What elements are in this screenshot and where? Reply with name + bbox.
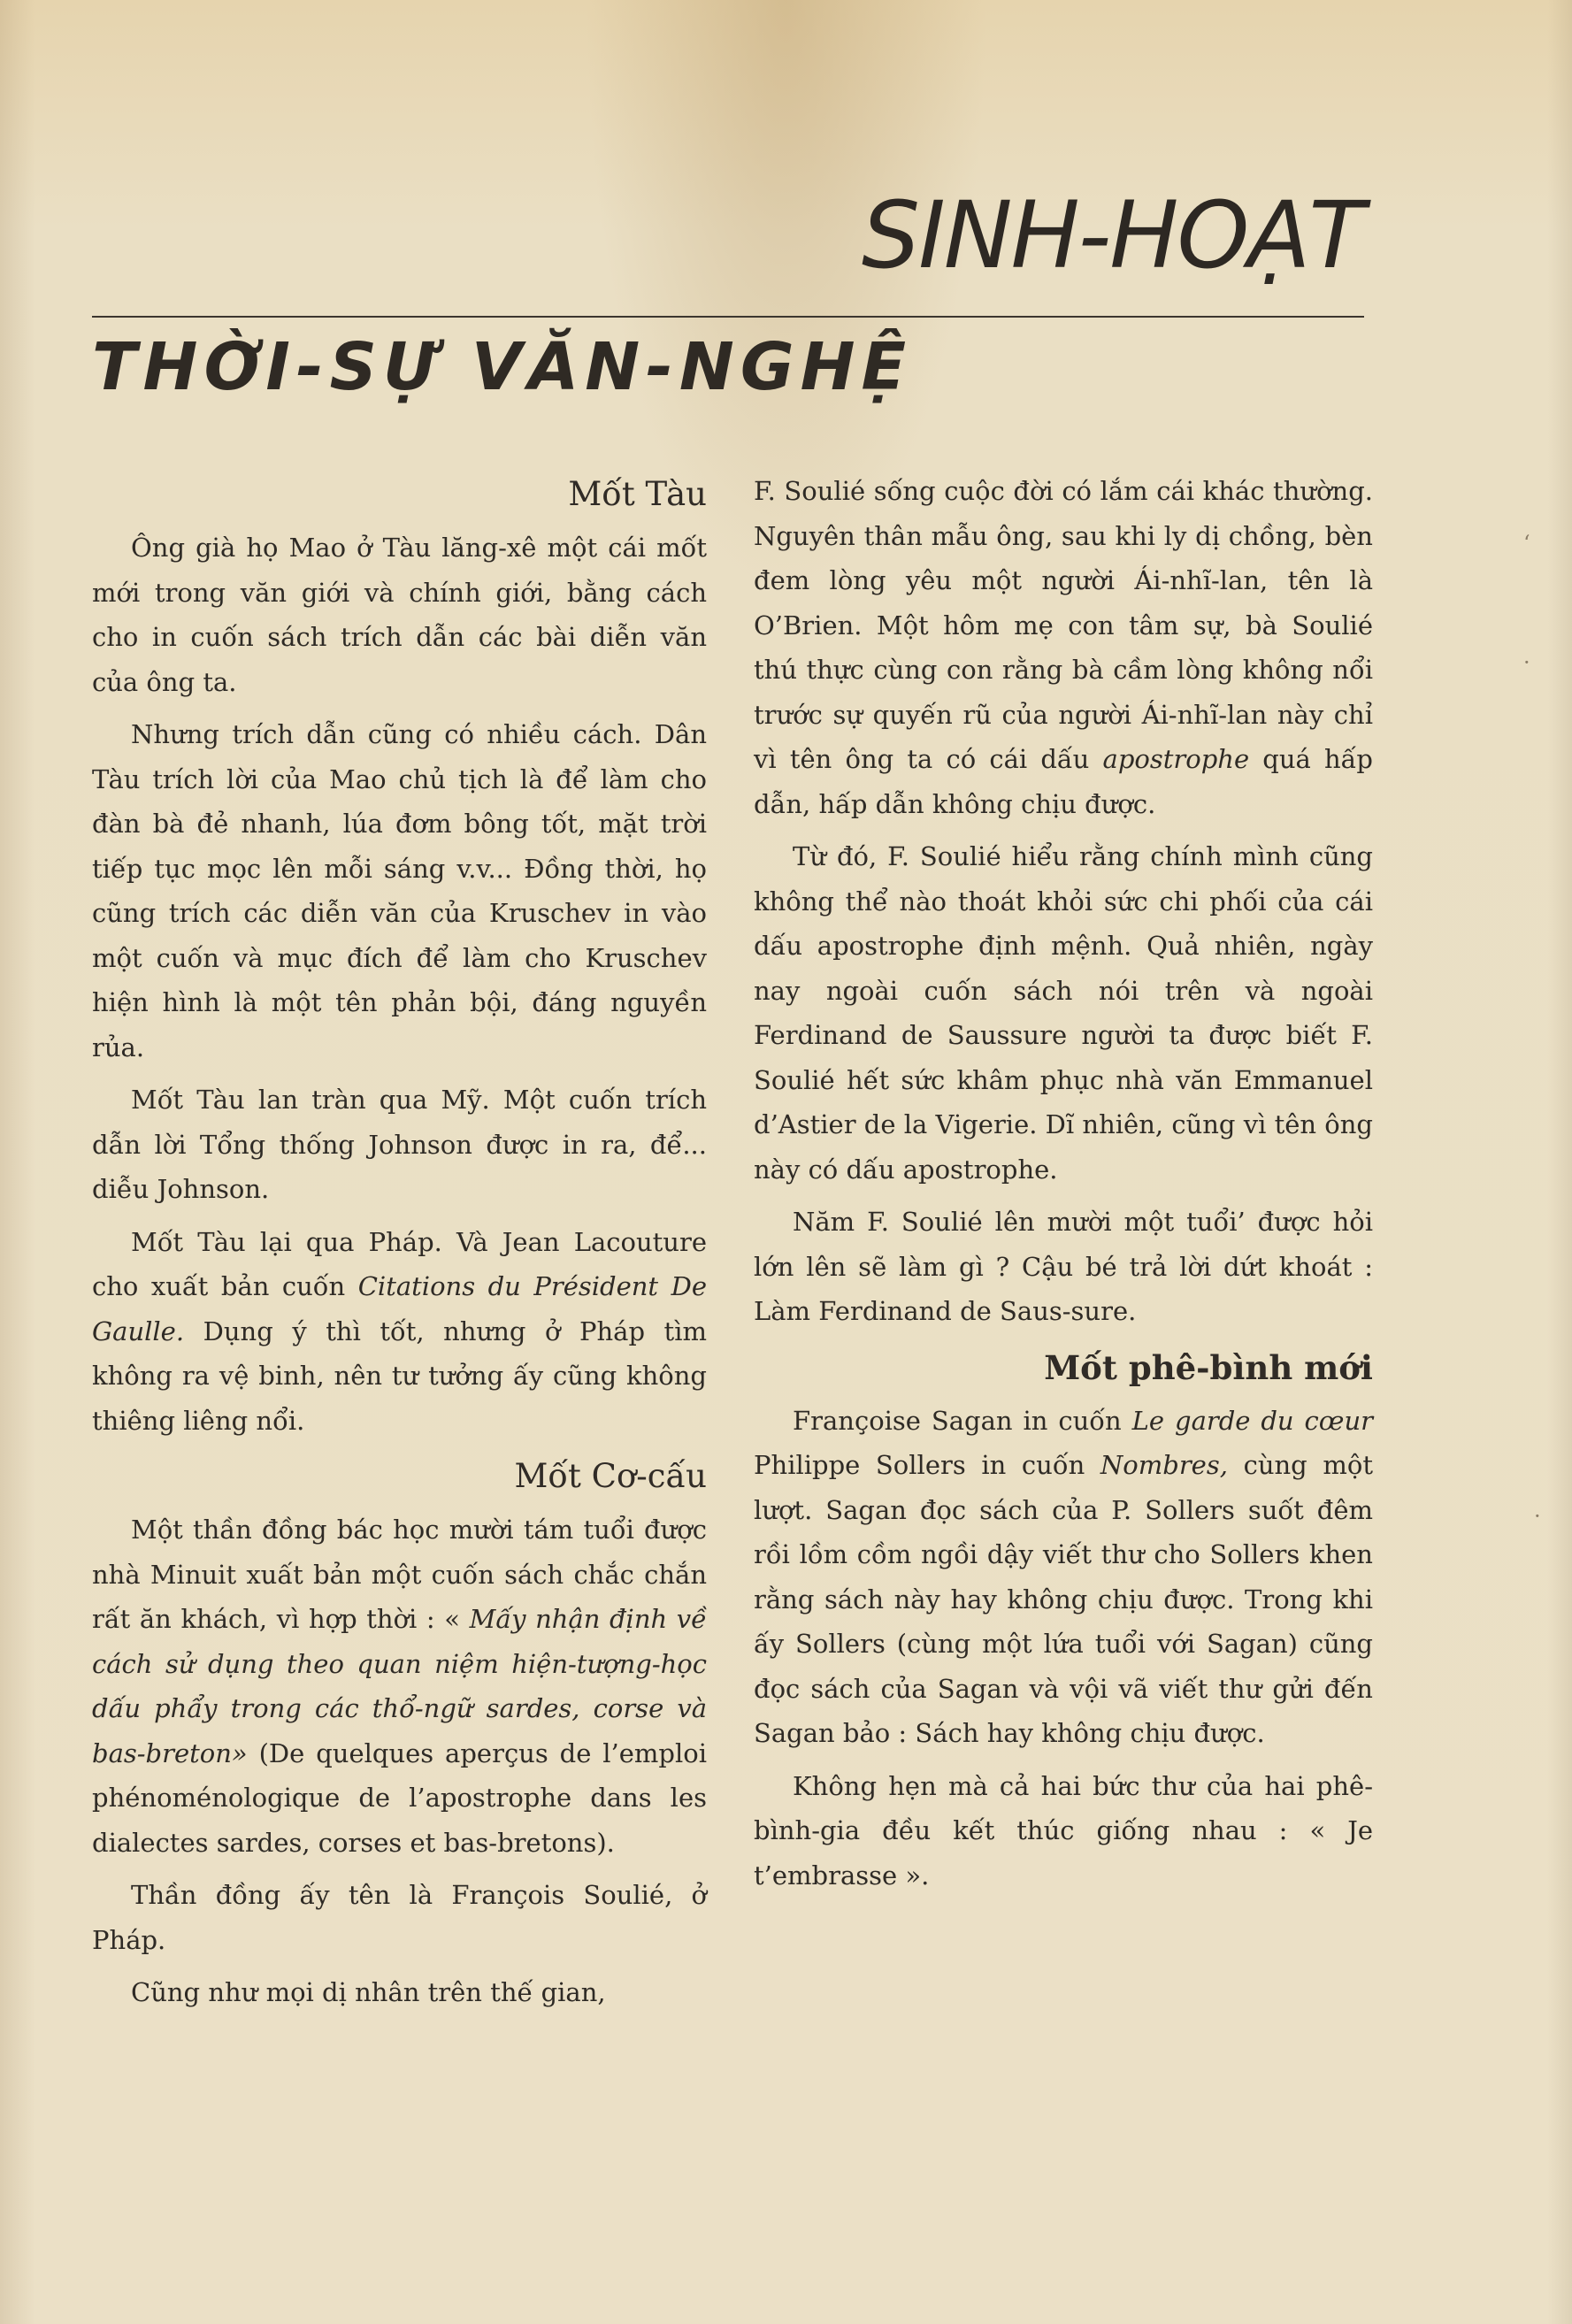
margin-speck: ʻ <box>1523 531 1530 556</box>
section-heading-mot-tau: Mốt Tàu <box>568 475 707 513</box>
book-title: Le garde du cœur <box>1131 1405 1373 1436</box>
paragraph: Năm F. Soulié lên mười một tuổi’ được hỏi lớn lên sẽ làm gì ? Cậu bé trả lời dứt khoát : Làm Ferdinand de Saus-sure. <box>754 1207 1373 1326</box>
paragraph <box>92 1220 707 1444</box>
text-run: quá hấp dẫn, hấp dẫn không chịu được. <box>754 744 1373 819</box>
text-run: F. Soulié sống cuộc đời có lắm cái khác thường. Nguyên thân mẫu ông, sau khi ly dị chồng, bèn đem lòng yêu một người Ái-nhĩ-lan, tên là O’Brien. Một hôm mẹ con tâm sự, bà Soulié thú thực cùng con rằng bà cầm lòng không nổi trước sự quyến rũ của người Ái-nhĩ-lan này chỉ vì tên ông ta có cái dấu <box>754 476 1373 774</box>
header-rule <box>92 316 1364 318</box>
paragraph: Mốt Tàu lan tràn qua Mỹ. Một cuốn trích dẫn lời Tổng thống Johnson được in ra, để... diễu Johnson. <box>92 1085 707 1204</box>
paragraph: Từ đó, F. Soulié hiểu rằng chính mình cũng không thể nào thoát khỏi sức chi phối của cái dấu apostrophe định mệnh. Quả nhiên, ngày nay ngoài cuốn sách nói trên và ngoài Ferdinand de Saussure người ta được biết F. Soulié hết sức khâm phục nhà văn Emmanuel d’Astier de la Vigerie. Dĩ nhiên, cũng vì tên ông này có dấu apostrophe. <box>754 841 1373 1185</box>
text-run: Dụng ý thì tốt, nhưng ở Pháp tìm không ra vệ binh, nên tư tưởng ấy cũng không thiêng liêng nổi. <box>92 1315 707 1436</box>
book-title: Nombres, <box>1100 1450 1228 1480</box>
margin-speck: · <box>1534 1504 1541 1529</box>
section-title: SINH-HOẠT <box>862 181 1363 289</box>
text-run: Françoise Sagan in cuốn <box>793 1405 1132 1436</box>
section-heading-mot-co-cau: Mốt Cơ-cấu <box>514 1457 707 1495</box>
paragraph: Không hẹn mà cả hai bức thư của hai phê-bình-gia đều kết thúc giống nhau : « Je t’embrasse ». <box>754 1770 1373 1891</box>
book-title: Mấy nhận định về cách sử dụng theo quan niệm hiện-tượng-học dấu phẩy trong các thổ-ngữ sardes, corse và bas-breton» <box>92 1604 707 1768</box>
right-column <box>754 469 1373 1906</box>
page-heading: THỜI-SỰ VĂN-NGHỆ <box>92 329 913 405</box>
section-heading-mot-phe-binh-moi: Mốt phê-bình mới <box>1044 1347 1373 1387</box>
paragraph: Cũng như mọi dị nhân trên thế gian, <box>131 1977 606 2007</box>
page-shadow <box>0 0 35 2324</box>
paragraph: Thần đồng ấy tên là François Soulié, ở Pháp. <box>92 1880 707 1955</box>
page-edge <box>1547 0 1572 2324</box>
margin-speck: · <box>1523 650 1530 675</box>
italic-word: apostrophe <box>1102 744 1250 774</box>
paragraph <box>754 469 1373 826</box>
paragraph <box>92 1507 707 1865</box>
left-column <box>92 469 707 2023</box>
book-title: Citations du Président De Gaulle. <box>92 1271 708 1346</box>
text-run: Philippe Sollers in cuốn <box>754 1450 1100 1480</box>
paragraph: Nhưng trích dẫn cũng có nhiều cách. Dân Tàu trích lời của Mao chủ tịch là để làm cho đàn bà đẻ nhanh, lúa đơm bông tốt, mặt trời tiếp tục mọc lên mỗi sáng v.v... Đồng thời, họ cũng trích các diễn văn của Kruschev in vào một cuốn và mục đích để làm cho Kruschev hiện hình là một tên phản bội, đáng nguyền rủa. <box>92 719 707 1062</box>
text-run: (De quelques aperçus de l’emploi phénoménologique de l’apostrophe dans les dialectes sardes, corses et bas-bretons). <box>92 1737 707 1858</box>
paragraph <box>754 1399 1373 1756</box>
text-run: Mốt Tàu lại qua Pháp. Và Jean Lacouture cho xuất bản cuốn <box>92 1226 707 1301</box>
paragraph: Ông già họ Mao ở Tàu lăng-xê một cái mốt mới trong văn giới và chính giới, bằng cách cho in cuốn sách trích dẫn các bài diễn văn của ông ta. <box>92 533 707 697</box>
text-run: Một thần đồng bác học mười tám tuổi được nhà Minuit xuất bản một cuốn sách chắc chắn rất ăn khách, vì hợp thời : « <box>92 1515 707 1634</box>
text-run: cùng một lượt. Sagan đọc sách của P. Sollers suốt đêm rồi lồm cồm ngồi dậy viết thư cho Sollers khen rằng sách này hay không chịu được. Trong khi ấy Sollers (cùng một lứa tuổi với Sagan) cũng đọc sách của Sagan và vội vã viết thư gửi đến Sagan bảo : Sách hay không chịu được. <box>754 1450 1373 1748</box>
